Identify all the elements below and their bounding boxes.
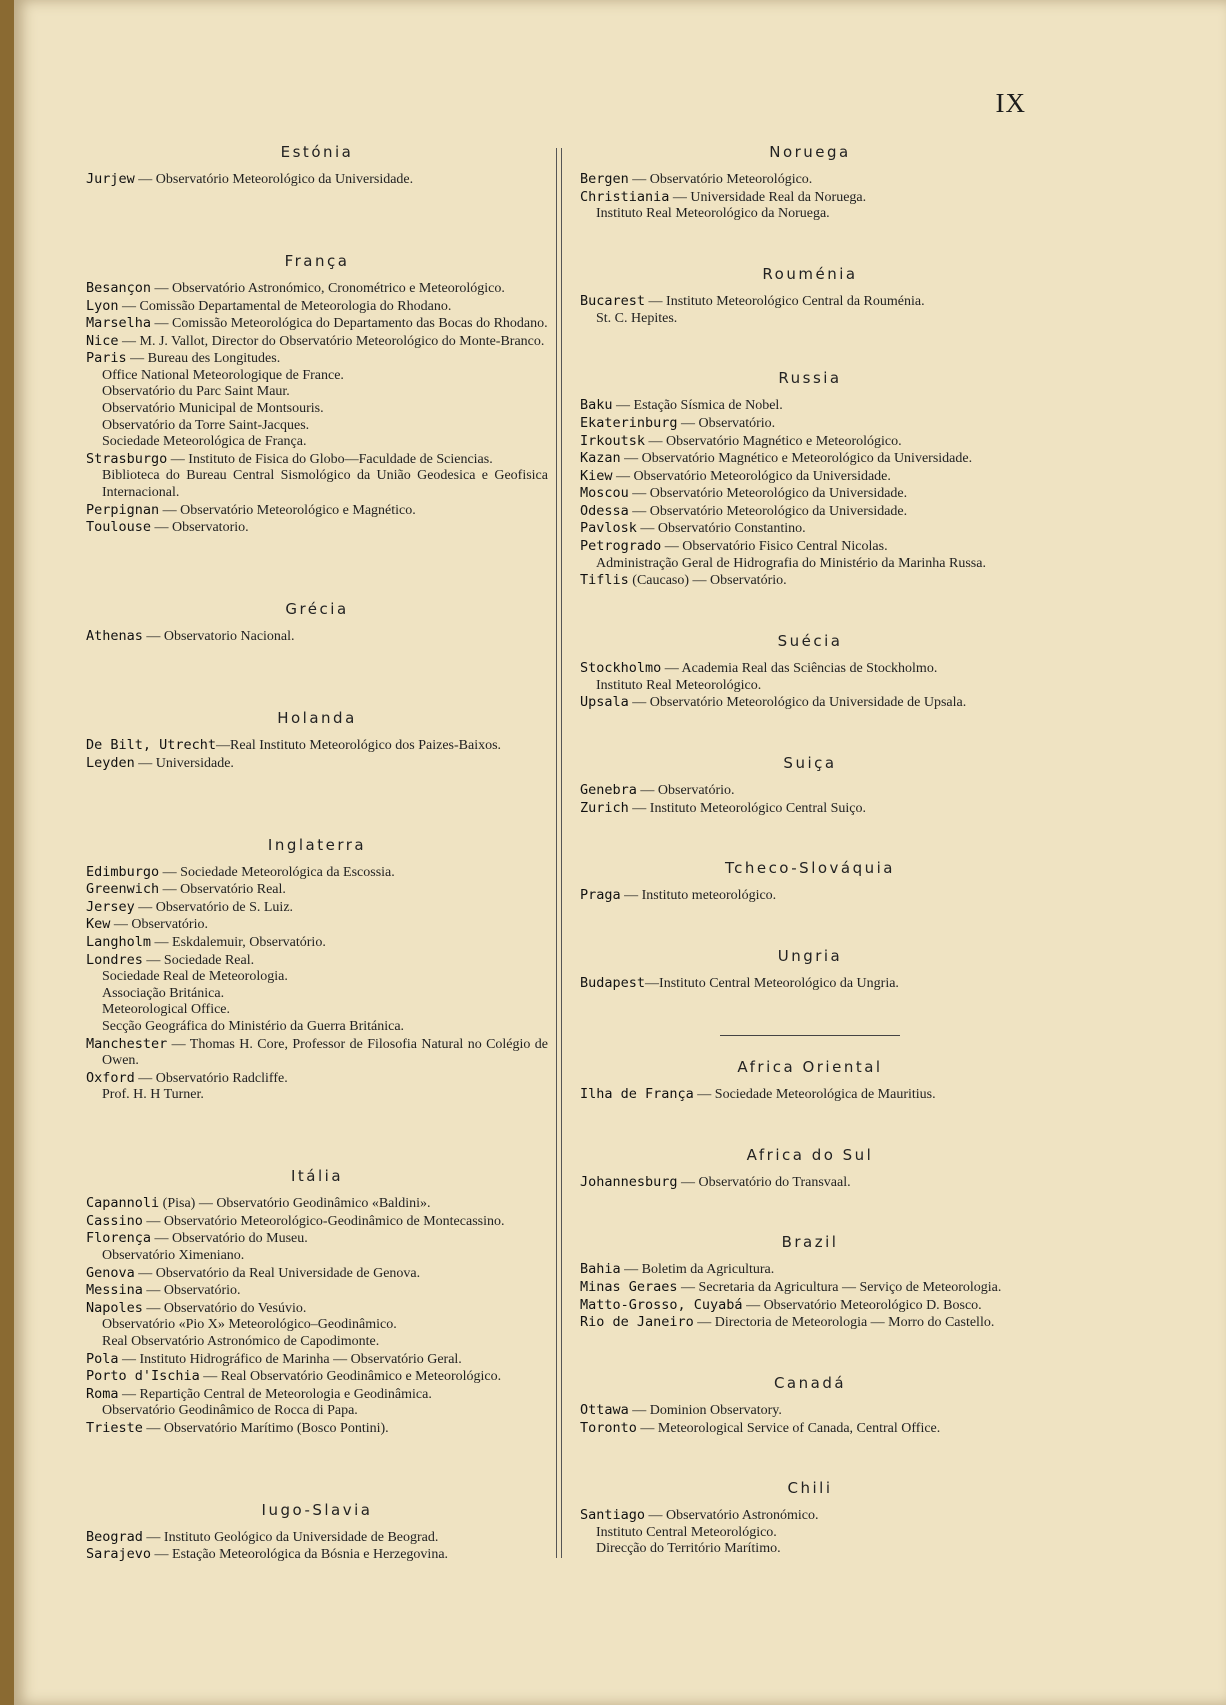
institution-text: — Observatório Marítimo (Bosco Pontini). [142, 1420, 389, 1436]
directory-entry [580, 503, 1040, 521]
directory-entry [580, 1525, 1040, 1542]
institution-text: Observatório Municipal de Montsouris. [102, 401, 324, 417]
country-section [86, 143, 548, 189]
directory-entry [86, 384, 548, 401]
directory-entry [86, 916, 548, 934]
country-section [580, 1233, 1040, 1331]
directory-entry [86, 1282, 548, 1300]
place-name: Rio de Janeiro [580, 1314, 694, 1331]
directory-entry [86, 737, 548, 755]
institution-text: — Directoria de Meteorologia — Morro do Castello. [693, 1315, 995, 1331]
place-name: Messina [86, 1282, 143, 1299]
directory-entry [86, 1317, 548, 1334]
country-heading: Ungria [777, 947, 843, 966]
institution-text: — Observatório Meteorológico da Universidade. [612, 468, 891, 484]
country-section [580, 632, 1040, 712]
institution-text: — Instituto meteorológico. [620, 888, 777, 904]
directory-entry [86, 864, 548, 882]
directory-entry [86, 1351, 548, 1369]
directory-entry [86, 468, 548, 501]
institution-text: Direcção do Território Marítimo. [596, 1541, 781, 1557]
directory-entry [86, 1420, 548, 1438]
institution-text: Biblioteca do Bureau Central Sismológico da União Geodesica e Geofisica Internacional. [102, 468, 548, 501]
institution-text: — Observatório Fisico Central Nicolas. [661, 539, 888, 555]
directory-entry [580, 206, 1040, 223]
place-name: Nice [86, 332, 119, 349]
institution-text: St. C. Hepites. [596, 310, 678, 326]
directory-entry [580, 397, 1040, 415]
country-heading: Inglaterra [267, 835, 367, 854]
country-heading: Canadá [773, 1373, 847, 1392]
right-column [580, 143, 1040, 1562]
institution-text: — Observatório Meteorológico. [628, 172, 813, 187]
left-column [86, 143, 548, 1568]
directory-entry [580, 1261, 1040, 1279]
place-name: Genova [86, 1264, 135, 1281]
place-name: Praga [580, 887, 621, 904]
institution-text: — Observatório Real. [159, 882, 286, 898]
place-name: Kiew [580, 467, 613, 484]
place-name: Bucarest [580, 292, 646, 309]
institution-text: — Observatório da Real Universidade de Genova. [134, 1265, 421, 1281]
place-name: Ilha de França [580, 1085, 694, 1102]
country-heading: Holanda [277, 709, 357, 728]
directory-entry [580, 1174, 1040, 1192]
place-name: Capannoli [86, 1195, 160, 1212]
directory-entry [86, 1087, 548, 1104]
institution-text: — Observatorio. [151, 520, 249, 536]
country-heading: Suiça [783, 753, 837, 772]
country-heading: Suécia [777, 632, 843, 651]
place-name: De Bilt, Utrecht [86, 737, 217, 754]
place-name: Bergen [580, 171, 629, 187]
place-name: Upsala [580, 694, 629, 711]
directory-entry [580, 1279, 1040, 1297]
place-name: Jersey [86, 898, 135, 915]
directory-entry [86, 333, 548, 351]
directory-entry [86, 1019, 548, 1036]
directory-entry [580, 415, 1040, 433]
place-name: Toronto [580, 1419, 637, 1436]
institution-text: —Instituto Central Meteorológico da Ungria. [645, 976, 899, 992]
directory-entry [86, 986, 548, 1003]
institution-text: — Dominion Observatory. [628, 1402, 782, 1418]
directory-entry [86, 1070, 548, 1088]
place-name: Petrogrado [580, 538, 662, 555]
institution-text: — Observatório Meteorológico-Geodinâmico de Montecassino. [142, 1213, 505, 1229]
directory-entry [86, 1546, 548, 1564]
place-name: Kazan [580, 450, 621, 467]
institution-text: Observatório Ximeniano. [102, 1248, 245, 1264]
place-name: Tiflis [580, 572, 629, 589]
place-name: Toulouse [86, 519, 152, 536]
place-name: Perpignan [86, 501, 160, 518]
directory-entry [86, 502, 548, 520]
place-name: Bahia [580, 1261, 621, 1278]
country-heading: Chili [787, 1479, 833, 1498]
institution-text: Meteorological Office. [102, 1002, 231, 1018]
place-name: Porto d'Ischia [86, 1368, 200, 1385]
institution-text: Sociedade Real de Meteorologia. [102, 969, 288, 985]
institution-text: Administração Geral de Hidrografia do Ministério da Marinha Russa. [596, 555, 986, 571]
institution-text: (Caucaso) — Observatório. [628, 573, 787, 589]
institution-text: — Observatório Meteorológico e Magnético. [159, 502, 416, 518]
country-section [580, 1479, 1040, 1558]
place-name: Christiania [580, 188, 670, 205]
directory-entry [580, 311, 1040, 328]
country-section [86, 252, 548, 537]
institution-text: — Secretaria da Agricultura — Serviço de Meteorologia. [677, 1279, 1002, 1295]
directory-entry [86, 881, 548, 899]
institution-text: — Thomas H. Core, Professor de Filosofia Natural no Colégio de Owen. [102, 1036, 548, 1069]
country-section [580, 1058, 1040, 1104]
institution-text: Office National Meteorologique de France. [102, 367, 344, 383]
directory-entry [86, 1230, 548, 1248]
institution-text: — Universidade Real da Noruega. [669, 189, 867, 205]
directory-entry [580, 433, 1040, 451]
directory-entry [86, 1403, 548, 1420]
institution-text: — Observatório Meteorológico da Universidade. [628, 503, 908, 519]
institution-text: — Eskdalemuir, Observatório. [151, 934, 326, 950]
institution-text: — Instituto Meteorológico Central da Rouménia. [645, 293, 925, 309]
directory-entry [580, 975, 1040, 993]
institution-text: — Observatório. [142, 1283, 241, 1299]
country-section [580, 1374, 1040, 1437]
directory-entry [580, 171, 1040, 189]
institution-text: — Observatório Meteorológico D. Bosco. [742, 1297, 982, 1313]
place-name: Florença [86, 1230, 152, 1247]
country-section [86, 600, 548, 646]
institution-text: — Estação Sísmica de Nobel. [612, 398, 783, 414]
directory-entry [580, 782, 1040, 800]
institution-text: Prof. H. H Turner. [102, 1087, 204, 1103]
directory-entry [86, 952, 548, 970]
country-heading: Africa Oriental [737, 1057, 883, 1076]
place-name: Jurjew [86, 171, 135, 187]
directory-entry [580, 1507, 1040, 1525]
directory-entry [86, 1213, 548, 1231]
country-section [580, 947, 1040, 993]
directory-entry [580, 660, 1040, 678]
country-heading: Noruega [769, 143, 851, 161]
institution-text: — Observatório Magnético e Meteorológico da Universidade. [620, 451, 973, 467]
country-heading: Russia [778, 369, 842, 388]
place-name: Kew [86, 916, 111, 933]
institution-text: — Observatório Constantino. [636, 521, 806, 537]
directory-entry [580, 1402, 1040, 1420]
country-heading: Brazil [781, 1233, 839, 1252]
institution-text: — Boletim da Agricultura. [620, 1262, 775, 1278]
institution-text: — Sociedade Meteorológica da Escossia. [159, 864, 395, 880]
directory-entry [580, 572, 1040, 590]
place-name: Sarajevo [86, 1546, 152, 1563]
place-name: Paris [86, 350, 127, 367]
country-heading: França [284, 251, 350, 270]
place-name: Moscou [580, 485, 629, 502]
institution-text: Observatório da Torre Saint-Jacques. [102, 417, 310, 433]
place-name: Langholm [86, 933, 152, 950]
place-name: Marselha [86, 315, 152, 332]
place-name: Napoles [86, 1299, 143, 1316]
directory-entry [86, 1195, 548, 1213]
institution-text: — Observatório do Museu. [151, 1231, 308, 1247]
directory-entry [86, 1300, 548, 1318]
institution-text: Observatório «Pio X» Meteorológico–Geodinâmico. [102, 1317, 397, 1333]
institution-text: Sociedade Meteorológica de França. [102, 434, 307, 450]
place-name: Johannesburg [580, 1173, 678, 1190]
country-heading: Iugo-Slavia [261, 1500, 373, 1519]
directory-entry [86, 1529, 548, 1547]
institution-text: — Observatório. [110, 917, 208, 933]
place-name: Baku [580, 397, 613, 414]
directory-entry [86, 1248, 548, 1265]
institution-text: — Instituto Meteorológico Central Suiço. [628, 800, 866, 816]
place-name: Santiago [580, 1507, 646, 1524]
place-name: Stockholmo [580, 660, 662, 677]
place-name: Roma [86, 1385, 119, 1402]
institution-text: — Sociedade Meteorológica de Mauritius. [693, 1086, 936, 1102]
country-heading: Rouménia [762, 264, 858, 283]
directory-entry [86, 969, 548, 986]
directory-entry [580, 189, 1040, 207]
institution-text: Associação Británica. [102, 985, 225, 1001]
directory-entry [580, 1541, 1040, 1558]
directory-entry [580, 1420, 1040, 1438]
place-name: Pola [86, 1350, 119, 1367]
place-name: Genebra [580, 781, 637, 798]
directory-entry [580, 800, 1040, 818]
directory-entry [580, 1086, 1040, 1104]
directory-entry [86, 1386, 548, 1404]
institution-text: (Pisa) — Observatório Geodinâmico «Baldini». [159, 1196, 431, 1212]
institution-text: — Repartição Central de Meteorologia e Geodinâmica. [118, 1386, 432, 1402]
place-name: Cassino [86, 1212, 143, 1229]
directory-entry [580, 678, 1040, 695]
directory-entry [86, 350, 548, 368]
institution-text: — Real Observatório Geodinâmico e Meteorológico. [199, 1369, 502, 1385]
directory-entry [580, 1297, 1040, 1315]
institution-text: — Observatório Astronómico, Cronométrico e Meteorológico. [151, 280, 505, 296]
country-heading: Estónia [280, 143, 354, 161]
place-name: Greenwich [86, 881, 160, 898]
country-section [580, 754, 1040, 817]
directory-entry [580, 694, 1040, 712]
place-name: Beograd [86, 1528, 143, 1545]
directory-entry [86, 451, 548, 469]
directory-entry [86, 418, 548, 435]
place-name: Pavlosk [580, 520, 637, 537]
directory-entry [86, 755, 548, 773]
directory-entry [86, 1368, 548, 1386]
country-heading: Africa do Sul [746, 1145, 874, 1164]
place-name: Manchester [86, 1035, 168, 1052]
country-heading: Grécia [285, 600, 349, 619]
place-name: Ottawa [580, 1401, 629, 1418]
institution-text: — Observatório Meteorológico da Universidade. [134, 172, 414, 187]
place-name: Athenas [86, 628, 143, 645]
directory-entry [580, 556, 1040, 573]
place-name: Londres [86, 951, 143, 968]
country-section [580, 1146, 1040, 1192]
place-name: Leyden [86, 754, 135, 771]
institution-text: Observatório du Parc Saint Maur. [102, 384, 290, 400]
institution-text: — Sociedade Real. [142, 952, 255, 968]
institution-text: — Academia Real das Sciências de Stockholmo. [661, 661, 938, 677]
country-section [580, 859, 1040, 905]
document-page [14, 0, 1226, 1705]
directory-entry [86, 628, 548, 646]
institution-text: — Instituto Hidrográfico de Marinha — Observatório Geral. [118, 1351, 462, 1367]
country-section [86, 836, 548, 1104]
institution-text: Real Observatório Astronómico de Capodimonte. [102, 1333, 380, 1349]
place-name: Lyon [86, 297, 119, 314]
country-heading: Itália [290, 1167, 344, 1186]
institution-text: — Meteorological Service of Canada, Central Office. [636, 1420, 941, 1436]
institution-text: — Observatório Radcliffe. [134, 1070, 288, 1086]
directory-entry [86, 1036, 548, 1070]
place-name: Minas Geraes [580, 1278, 678, 1295]
column-divider [556, 148, 562, 1558]
directory-entry [580, 887, 1040, 905]
directory-entry [86, 401, 548, 418]
page-number: IX [995, 88, 1026, 118]
place-name: Budapest [580, 975, 646, 992]
directory-entry [580, 468, 1040, 486]
country-section [580, 265, 1040, 327]
directory-entry [86, 171, 548, 189]
place-name: Oxford [86, 1069, 135, 1086]
institution-text: — Comissão Departamental de Meteorologia do Rhodano. [118, 298, 452, 314]
directory-entry [580, 485, 1040, 503]
country-section [86, 1501, 548, 1564]
institution-text: — Observatório. [636, 782, 735, 798]
directory-entry [86, 519, 548, 537]
country-section [86, 1167, 548, 1437]
place-name: Besançon [86, 279, 152, 296]
place-name: Trieste [86, 1419, 143, 1436]
institution-text: — Observatório de S. Luiz. [134, 899, 294, 915]
institution-text: — M. J. Vallot, Director do Observatório Meteorológico do Monte-Branco. [118, 333, 545, 349]
section-separator [720, 1035, 900, 1036]
institution-text: — Instituto Geológico da Universidade de Beograd. [142, 1529, 439, 1545]
country-section [86, 709, 548, 772]
institution-text: Observatório Geodinâmico de Rocca di Papa. [102, 1403, 358, 1419]
directory-entry [86, 899, 548, 917]
country-section [580, 369, 1040, 590]
place-name: Ekaterinburg [580, 414, 678, 431]
country-section [580, 143, 1040, 223]
institution-text: — Observatório do Vesúvio. [142, 1300, 307, 1316]
directory-entry [580, 450, 1040, 468]
institution-text: — Bureau des Longitudes. [126, 351, 281, 367]
directory-entry [580, 538, 1040, 556]
place-name: Irkoutsk [580, 432, 646, 449]
institution-text: — Observatório Meteorológico da Universidade de Upsala. [628, 695, 967, 711]
institution-text: — Comissão Meteorológica do Departamento das Bocas do Rhodano. [151, 316, 548, 332]
directory-entry [86, 1334, 548, 1351]
directory-entry [86, 298, 548, 316]
place-name: Matto-Grosso, Cuyabá [580, 1296, 743, 1313]
institution-text: — Instituto de Fisica do Globo—Faculdade de Sciencias. [167, 451, 493, 467]
institution-text: —Real Instituto Meteorológico dos Paizes-Baixos. [216, 738, 502, 754]
place-name: Odessa [580, 502, 629, 519]
directory-entry [86, 315, 548, 333]
directory-entry [86, 934, 548, 952]
institution-text: — Estação Meteorológica da Bósnia e Herzegovina. [151, 1547, 449, 1563]
institution-text: — Observatorio Nacional. [142, 629, 295, 645]
institution-text: Secção Geográfica do Ministério da Guerra Británica. [102, 1018, 405, 1034]
directory-entry [86, 280, 548, 298]
place-name: Strasburgo [86, 450, 168, 467]
country-heading: Tcheco-Slováquia [724, 859, 896, 878]
directory-entry [86, 1265, 548, 1283]
institution-text: Instituto Real Meteorológico da Noruega. [596, 206, 830, 222]
directory-entry [86, 434, 548, 451]
place-name: Zurich [580, 799, 629, 816]
institution-text: — Observatório Magnético e Meteorológico. [645, 433, 902, 449]
place-name: Edimburgo [86, 863, 160, 880]
institution-text: Instituto Real Meteorológico. [596, 677, 762, 693]
institution-text: — Observatório. [677, 415, 776, 431]
directory-entry [580, 1314, 1040, 1332]
institution-text: Instituto Central Meteorológico. [596, 1524, 777, 1540]
directory-entry [580, 520, 1040, 538]
directory-entry [86, 368, 548, 385]
institution-text: — Observatório Astronómico. [645, 1508, 819, 1524]
institution-text: — Observatório do Transvaal. [677, 1174, 851, 1190]
directory-entry [580, 293, 1040, 311]
directory-entry [86, 1002, 548, 1019]
institution-text: — Universidade. [134, 755, 234, 771]
institution-text: — Observatório Meteorológico da Universidade. [628, 486, 908, 502]
